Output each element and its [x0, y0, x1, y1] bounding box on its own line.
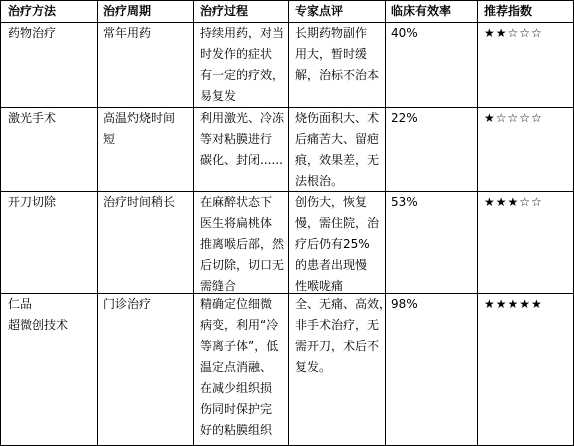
- row-4-review: 全、无痛、高效， 非手术治疗，无 需开刀，术后不 复发。: [295, 297, 392, 374]
- table-rule: [288, 0, 289, 446]
- header-cycle: 治疗周期: [103, 4, 152, 18]
- row-1-rate: 40%: [391, 26, 418, 40]
- row-3-process: 在麻醉状态下 医生将扁桃体 推离喉后部，然 后切除，切口无 需缝合: [200, 195, 285, 293]
- row-3-rate: 53%: [391, 195, 418, 209]
- row-2-stars: ★☆☆☆☆: [484, 111, 543, 125]
- header-rate: 临床有效率: [391, 4, 452, 18]
- table-rule: [97, 0, 98, 446]
- row-1-method: 药物治疗: [8, 26, 57, 40]
- header-process: 治疗过程: [200, 4, 249, 18]
- row-2-method: 激光手术: [8, 111, 57, 125]
- row-2-rate: 22%: [391, 111, 418, 125]
- header-review: 专家点评: [295, 4, 344, 18]
- row-1-cycle: 常年用药: [103, 26, 152, 40]
- row-1-process: 持续用药，对当 时发作的症状 有一定的疗效， 易复发: [200, 26, 285, 103]
- header-method: 治疗方法: [8, 4, 57, 18]
- row-4-cycle: 门诊治疗: [103, 297, 152, 311]
- header-stars: 推荐指数: [484, 4, 533, 18]
- row-1-review: 长期药物副作 用大，暂时缓 解，治标不治本: [295, 26, 380, 82]
- table-rule: [0, 0, 1, 446]
- row-4-stars: ★★★★★: [484, 297, 543, 311]
- row-3-method: 开刀切除: [8, 195, 57, 209]
- row-3-review: 创伤大，恢复 慢，需住院，治 疗后仍有25% 的患者出现慢 性喉咙痛: [295, 195, 380, 293]
- row-1-stars: ★★☆☆☆: [484, 26, 543, 40]
- table-rule: [477, 0, 478, 446]
- row-3-cycle: 治疗时间稍长: [103, 195, 176, 209]
- row-4-method: 仁品 超微创技术: [8, 297, 69, 332]
- table-rule: [385, 0, 386, 446]
- row-4-rate: 98%: [391, 297, 418, 311]
- row-3-stars: ★★★☆☆: [484, 195, 543, 209]
- row-2-cycle: 高温灼烧时间 短: [103, 111, 176, 146]
- row-2-review: 烧伤面积大、术 后痛苦大、留疤 痕，效果差，无 法根治。: [295, 111, 380, 188]
- row-4-process: 精确定位细微 病变，利用“冷 等离子体”，低 温定点消融、 在减少组织损 伤同时保护完 好的粘膜组织: [200, 297, 279, 437]
- table-rule: [193, 0, 194, 446]
- row-2-process: 利用激光、冷冻 等对粘膜进行 碳化、封闭......: [200, 111, 285, 167]
